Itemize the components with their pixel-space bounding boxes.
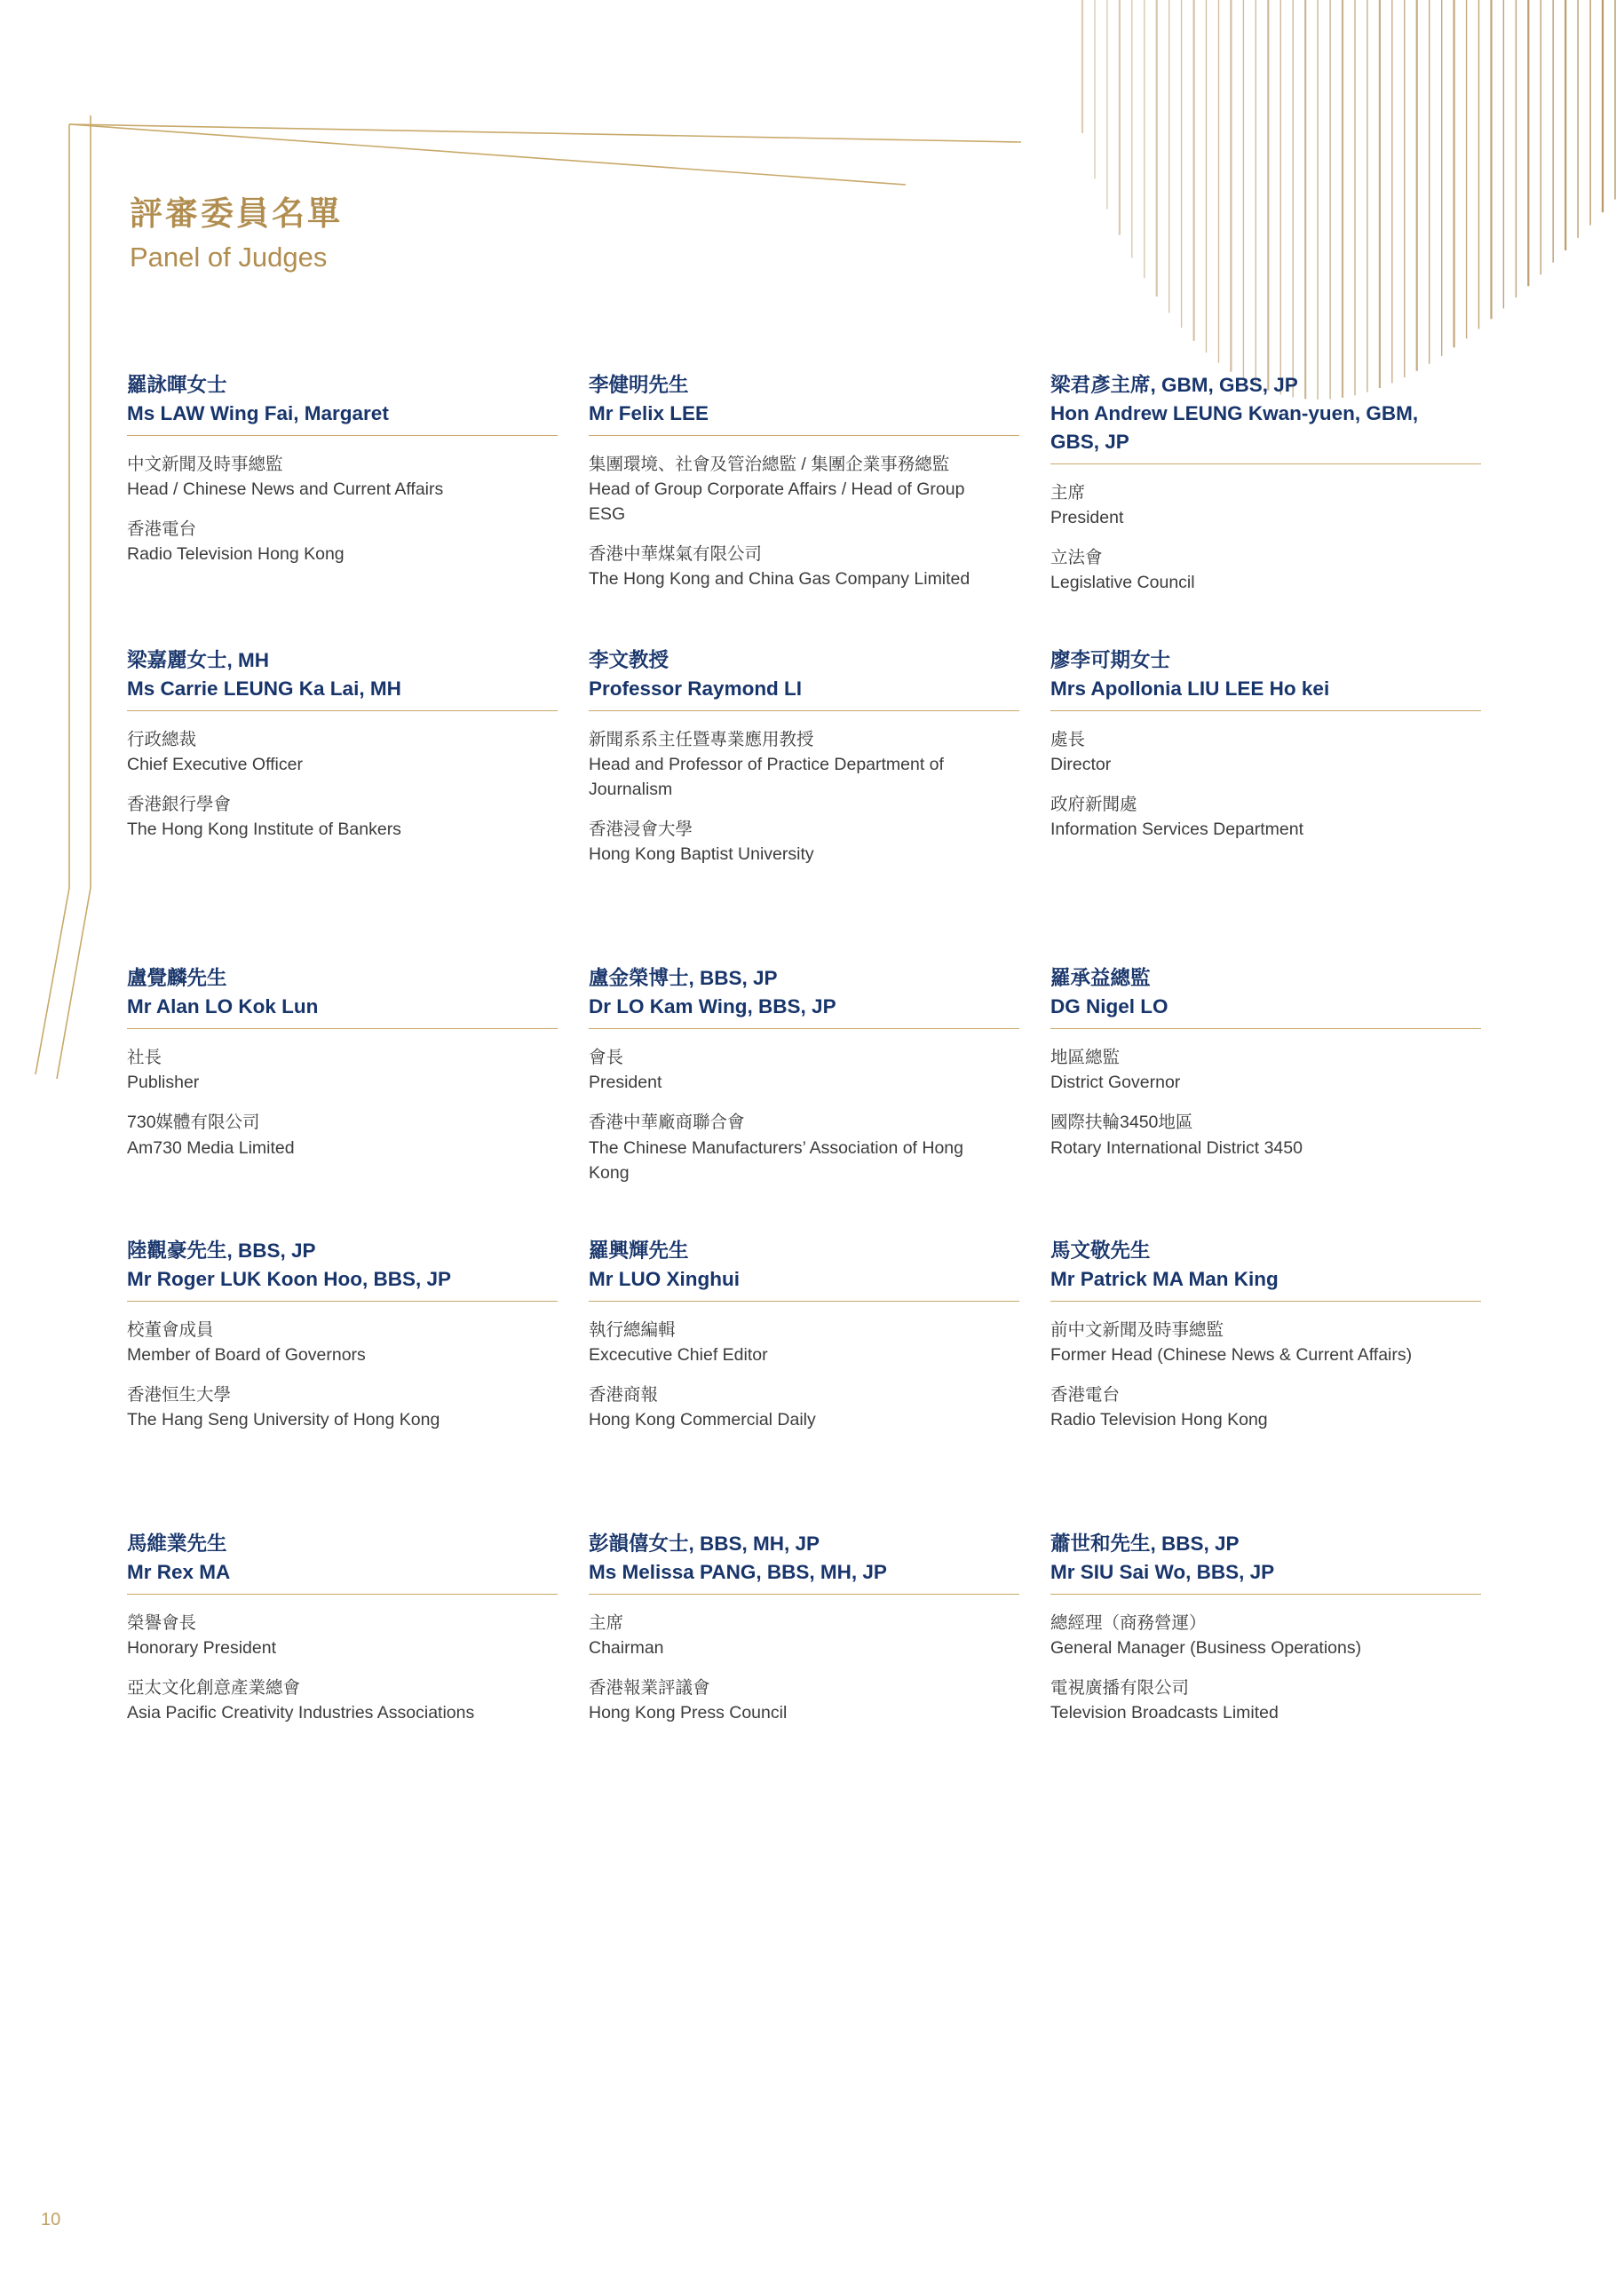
- judge-detail-en: Asia Pacific Creativity Industries Associations: [127, 1702, 475, 1723]
- judge-detail-block: [1050, 1045, 1466, 1095]
- judge-detail-en: The Hong Kong and China Gas Company Limited: [589, 569, 970, 590]
- judge-detail-block: [1050, 1675, 1466, 1725]
- judge-name-en: Ms Carrie LEUNG Ka Lai, MH: [127, 677, 401, 701]
- judge-name-group: [589, 1237, 1004, 1301]
- judge-detail-zh: 電視廣播有限公司: [1050, 1677, 1190, 1698]
- judge-detail-block: [589, 1110, 1004, 1184]
- judge-name-en: Mr Felix LEE: [589, 401, 709, 424]
- judge-detail-en: Radio Television Hong Kong: [1050, 1409, 1268, 1430]
- judge-detail-block: [127, 727, 543, 777]
- judge-detail-en: Excecutive Chief Editor: [589, 1344, 768, 1365]
- judge-name-zh: 蕭世和先生, BBS, JP: [1050, 1532, 1240, 1555]
- judge-divider: [127, 1594, 558, 1595]
- judge-divider: [127, 1028, 558, 1029]
- judge-detail-block: [127, 517, 543, 566]
- judge-name-zh: 李文教授: [589, 649, 669, 672]
- judge-name-group: [589, 1530, 1004, 1594]
- judge-detail-zh: 730媒體有限公司: [127, 1113, 260, 1133]
- judge-detail-en: Honorary President: [127, 1637, 276, 1658]
- judge-entry: [1050, 371, 1485, 595]
- judge-divider: [1050, 463, 1481, 464]
- judge-detail-en: Head / Chinese News and Current Affairs: [127, 479, 444, 499]
- judge-detail-zh: 立法會: [1050, 547, 1103, 567]
- judge-detail-block: [127, 1110, 543, 1160]
- judge-detail-block: [589, 817, 1004, 867]
- judge-entry: [127, 1237, 562, 1432]
- judge-detail-zh: 國際扶輪3450地區: [1050, 1113, 1193, 1133]
- judge-name-zh: 羅興輝先生: [589, 1239, 689, 1262]
- judge-detail-en: Publisher: [127, 1073, 200, 1093]
- judge-detail-zh: 執行總編輯: [589, 1319, 676, 1340]
- judge-name-zh: 馬維業先生: [127, 1532, 227, 1555]
- judge-entry: [1050, 1530, 1485, 1725]
- judge-detail-block: [1050, 480, 1466, 530]
- judge-detail-en: Am730 Media Limited: [127, 1137, 295, 1158]
- judge-divider: [1050, 710, 1481, 711]
- judge-detail-en: Chairman: [589, 1637, 664, 1658]
- judge-name-zh: 梁嘉麗女士, MH: [127, 649, 269, 672]
- page-number: 10: [41, 2210, 61, 2229]
- judge-name-en: Dr LO Kam Wing, BBS, JP: [589, 995, 836, 1018]
- judge-detail-zh: 香港電台: [127, 519, 197, 540]
- judge-name-group: [1050, 964, 1466, 1028]
- judge-detail-en: Legislative Council: [1050, 573, 1195, 593]
- judge-name-zh: 羅承益總監: [1050, 967, 1151, 990]
- judge-entry: [1050, 646, 1485, 867]
- page-title-zh: 評審委員名單: [130, 195, 343, 232]
- judge-name-en: Mr Roger LUK Koon Hoo, BBS, JP: [127, 1267, 451, 1290]
- judge-name-group: [1050, 1237, 1466, 1301]
- judge-detail-zh: 主席: [589, 1612, 624, 1633]
- judge-detail-block: [127, 1318, 543, 1367]
- judge-detail-zh: 地區總監: [1050, 1048, 1121, 1068]
- judge-divider: [589, 1594, 1019, 1595]
- judge-detail-en: General Manager (Business Operations): [1050, 1637, 1362, 1658]
- judge-name-en: DG Nigel LO: [1050, 995, 1168, 1018]
- judge-detail-block: [127, 1611, 543, 1660]
- judge-detail-block: [589, 1611, 1004, 1660]
- judge-detail-en: Television Broadcasts Limited: [1050, 1702, 1279, 1723]
- judge-divider: [589, 435, 1019, 436]
- judge-detail-en: District Governor: [1050, 1073, 1181, 1093]
- judge-detail-block: [127, 1675, 543, 1725]
- judge-divider: [1050, 1594, 1481, 1595]
- judge-detail-zh: 社長: [127, 1048, 162, 1068]
- judge-detail-zh: 香港銀行學會: [127, 795, 232, 815]
- judge-entry: [127, 1530, 562, 1725]
- judge-detail-en: Rotary International District 3450: [1050, 1137, 1303, 1158]
- judge-entry: [589, 646, 1024, 867]
- judge-name-en: Mr Rex MA: [127, 1560, 231, 1583]
- judge-name-en: Mr Patrick MA Man King: [1050, 1267, 1279, 1290]
- judge-detail-block: [1050, 1382, 1466, 1432]
- judge-detail-zh: 香港報業評議會: [589, 1677, 710, 1698]
- judge-detail-zh: 校董會成員: [127, 1319, 214, 1340]
- judge-divider: [1050, 1301, 1481, 1302]
- judge-detail-zh: 新聞系系主任暨專業應用教授: [589, 730, 814, 749]
- judge-detail-zh: 前中文新聞及時事總監: [1050, 1319, 1224, 1340]
- judge-name-en: Ms LAW Wing Fai, Margaret: [127, 401, 389, 424]
- judge-name-zh: 陸觀豪先生, BBS, JP: [127, 1239, 316, 1262]
- judge-detail-zh: 總經理（商務營運）: [1050, 1612, 1207, 1633]
- judge-detail-en: Head of Group Corporate Affairs / Head of Group ESG: [589, 479, 965, 525]
- judge-detail-en: Hong Kong Baptist University: [589, 844, 814, 865]
- judge-detail-block: [589, 1318, 1004, 1367]
- judge-detail-block: [589, 452, 1004, 527]
- judge-detail-zh: 處長: [1050, 730, 1086, 749]
- judge-detail-en: Hong Kong Commercial Daily: [589, 1409, 816, 1430]
- judge-detail-block: [1050, 545, 1466, 595]
- judge-divider: [127, 710, 558, 711]
- judge-name-group: [1050, 1530, 1466, 1594]
- judge-detail-zh: 會長: [589, 1048, 624, 1068]
- judge-detail-block: [1050, 1110, 1466, 1160]
- judge-divider: [589, 1301, 1019, 1302]
- judge-name-group: [589, 371, 1004, 435]
- judge-divider: [1050, 1028, 1481, 1029]
- judge-name-zh: 盧覺麟先生: [127, 967, 227, 990]
- judge-name-group: [127, 1530, 543, 1594]
- judge-detail-en: Member of Board of Governors: [127, 1344, 366, 1365]
- judge-detail-zh: 亞太文化創意產業總會: [127, 1677, 301, 1698]
- judge-detail-en: Radio Television Hong Kong: [127, 544, 345, 565]
- judge-name-en: Mr LUO Xinghui: [589, 1267, 740, 1290]
- judge-name-en: Professor Raymond LI: [589, 677, 803, 701]
- judge-name-zh: 馬文敬先生: [1050, 1239, 1151, 1262]
- judge-detail-zh: 行政總裁: [127, 730, 197, 749]
- judge-name-zh: 廖李可期女士: [1050, 649, 1171, 672]
- judge-entry: [127, 646, 562, 867]
- judge-name-group: [127, 1237, 543, 1301]
- judge-name-zh: 盧金榮博士, BBS, JP: [589, 967, 778, 990]
- judge-name-group: [589, 964, 1004, 1028]
- judge-detail-en: Information Services Department: [1050, 820, 1304, 840]
- judge-detail-en: The Hang Seng University of Hong Kong: [127, 1409, 440, 1430]
- page-title-en: Panel of Judges: [130, 242, 328, 273]
- judge-detail-block: [127, 1382, 543, 1432]
- judge-name-group: [127, 964, 543, 1028]
- judge-detail-en: Hong Kong Press Council: [589, 1702, 788, 1723]
- judge-detail-block: [1050, 792, 1466, 842]
- judge-detail-block: [1050, 1318, 1466, 1367]
- judge-name-en: Mrs Apollonia LIU LEE Ho kei: [1050, 677, 1330, 701]
- judge-detail-en: Chief Executive Officer: [127, 755, 303, 775]
- judge-detail-en: President: [1050, 507, 1124, 527]
- judge-name-group: [1050, 646, 1466, 710]
- judge-detail-block: [589, 1675, 1004, 1725]
- judge-entry: [589, 1530, 1024, 1725]
- judge-name-group: [1050, 371, 1466, 463]
- judge-entry: [127, 371, 562, 595]
- judge-detail-block: [127, 792, 543, 842]
- judge-detail-zh: 香港浸會大學: [589, 820, 693, 840]
- judge-entry: [589, 964, 1024, 1184]
- judge-detail-en: Former Head (Chinese News & Current Affairs): [1050, 1344, 1413, 1365]
- decorative-fan-lines: [1056, 0, 1624, 417]
- judge-detail-block: [127, 452, 543, 502]
- judge-divider: [589, 710, 1019, 711]
- judge-entry: [1050, 964, 1485, 1184]
- judge-detail-en: President: [589, 1073, 662, 1093]
- judge-detail-block: [589, 1382, 1004, 1432]
- judge-entry: [589, 1237, 1024, 1432]
- judge-entry: [589, 371, 1024, 595]
- judge-divider: [127, 1301, 558, 1302]
- judge-entry: [127, 964, 562, 1184]
- judge-detail-zh: 香港中華廠商聯合會: [589, 1113, 745, 1133]
- judge-name-zh: 羅詠暉女士: [127, 374, 227, 396]
- judge-detail-block: [589, 542, 1004, 591]
- judge-detail-zh: 香港中華煤氣有限公司: [589, 544, 763, 565]
- judge-detail-zh: 香港電台: [1050, 1384, 1121, 1405]
- page-title-block: [130, 194, 343, 276]
- judge-detail-zh: 香港恒生大學: [127, 1384, 232, 1405]
- judge-detail-block: [589, 727, 1004, 802]
- judge-divider: [589, 1028, 1019, 1029]
- judge-detail-zh: 政府新聞處: [1050, 795, 1137, 815]
- judge-detail-block: [1050, 1611, 1466, 1660]
- judge-name-en: Hon Andrew LEUNG Kwan-yuen, GBM, GBS, JP: [1050, 401, 1419, 453]
- judge-entry: [1050, 1237, 1485, 1432]
- judge-detail-zh: 集團環境、社會及管治總監 / 集團企業事務總監: [589, 454, 950, 474]
- judge-name-group: [589, 646, 1004, 710]
- judge-name-en: Mr Alan LO Kok Lun: [127, 995, 319, 1018]
- judge-detail-en: The Chinese Manufacturers’ Association of Hong Kong: [589, 1137, 964, 1183]
- judge-detail-zh: 香港商報: [589, 1384, 659, 1405]
- judge-name-en: Mr SIU Sai Wo, BBS, JP: [1050, 1560, 1275, 1583]
- judge-detail-zh: 中文新聞及時事總監: [127, 454, 283, 474]
- judge-name-zh: 李健明先生: [589, 374, 689, 396]
- judge-detail-en: The Hong Kong Institute of Bankers: [127, 820, 401, 840]
- judge-detail-zh: 榮譽會長: [127, 1612, 197, 1633]
- judge-name-group: [127, 371, 543, 435]
- judge-detail-block: [589, 1045, 1004, 1095]
- judge-detail-block: [127, 1045, 543, 1095]
- judge-divider: [127, 435, 558, 436]
- judge-detail-en: Director: [1050, 755, 1112, 775]
- judge-name-en: Ms Melissa PANG, BBS, MH, JP: [589, 1560, 887, 1583]
- judge-name-zh: 彭韻僖女士, BBS, MH, JP: [589, 1532, 820, 1555]
- judges-grid: [127, 371, 1419, 1725]
- judge-detail-zh: 主席: [1050, 482, 1086, 503]
- judge-detail-en: Head and Professor of Practice Department of Journalism: [589, 755, 944, 800]
- judge-detail-block: [1050, 727, 1466, 777]
- judge-name-group: [127, 646, 543, 710]
- judge-name-zh: 梁君彥主席, GBM, GBS, JP: [1050, 374, 1298, 396]
